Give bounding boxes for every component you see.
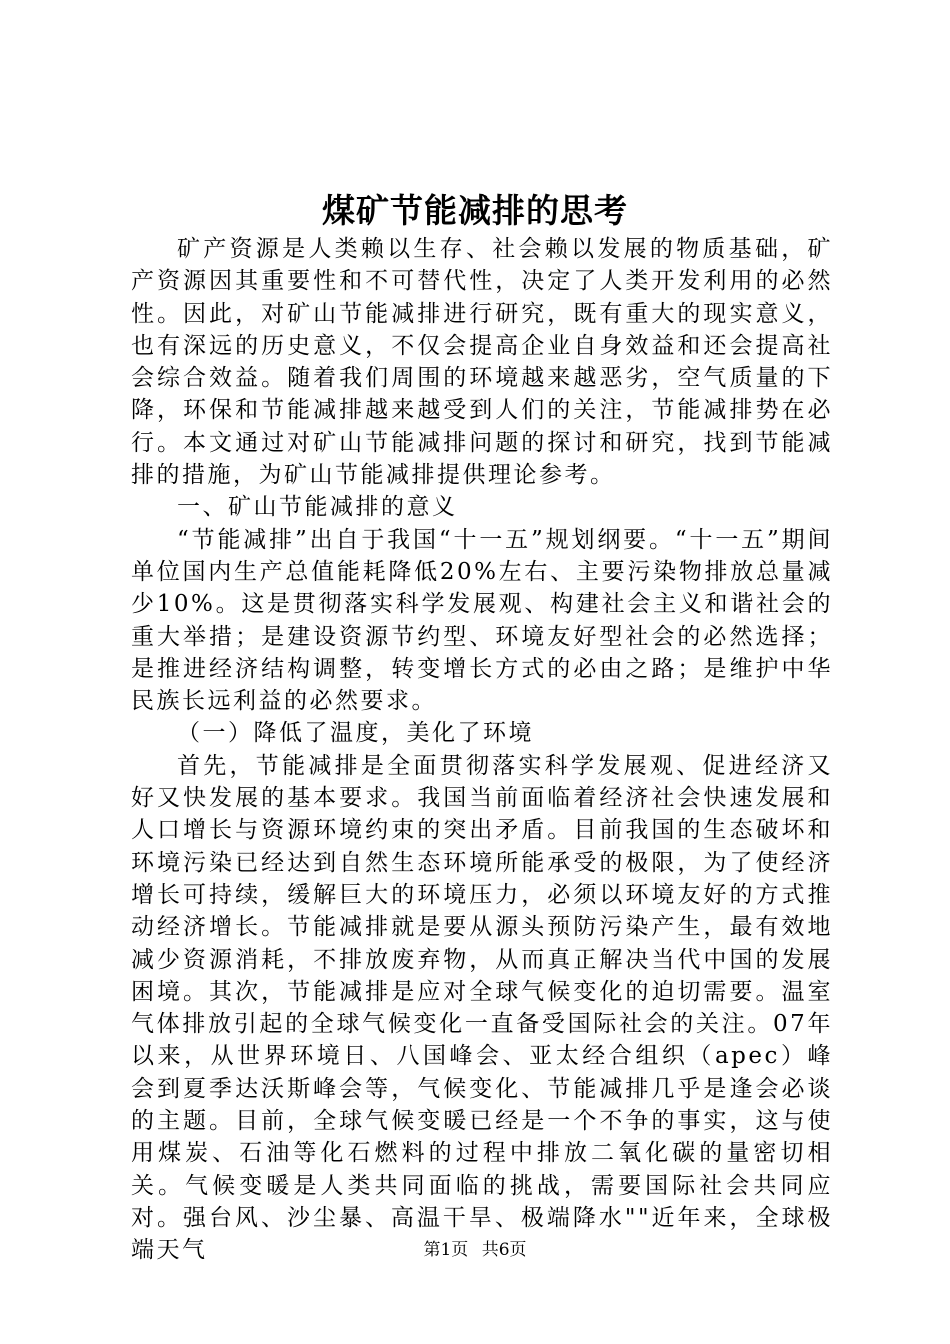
document-title: 煤矿节能减排的思考 — [322, 191, 628, 230]
section-paragraph: “节能减排”出自于我国“十一五”规划纲要。“十一五”期间单位国内生产总值能耗降低20%左右、主要污染物排放总量减少10%。这是贯彻落实科学发展观、构建社会主义和谐社会的重大举措；是建设资源节约型、环境友好型社会的必然选择；是推进经济结构调整，转变增长方式的必由之路；是维护中华民族长远利益的必然要求。 — [131, 526, 833, 715]
intro-paragraph: 矿产资源是人类赖以生存、社会赖以发展的物质基础，矿产资源因其重要性和不可替代性，决定了人类开发利用的必然性。因此，对矿山节能减排进行研究，既有重大的现实意义，也有深远的历史意义，不仅会提高企业自身效益和还会提高社会综合效益。随着我们周围的环境越来越恶劣，空气质量的下降，环保和节能减排越来越受到人们的关注，节能减排势在必行。本文通过对矿山节能减排问题的探讨和研究，找到节能减排的措施，为矿山节能减排提供理论参考。 — [131, 236, 833, 489]
subsection-paragraph: 首先，节能减排是全面贯彻落实科学发展观、促进经济又好又快发展的基本要求。我国当前面临着经济社会快速发展和人口增长与资源环境约束的突出矛盾。目前我国的生态破坏和环境污染已经达到自然生态环境所能承受的极限，为了使经济增长可持续，缓解巨大的环境压力，必须以环境友好的方式推动经济增长。节能减排就是要从源头预防污染产生，最有效地减少资源消耗，不排放废弃物，从而真正解决当代中国的发展困境。其次，节能减排是应对全球气候变化的迫切需要。温室气体排放引起的全球气候变化一直备受国际社会的关注。07年以来，从世界环境日、八国峰会、亚太经合组织（apec）峰会到夏季达沃斯峰会等，气候变化、节能减排几乎是逢会必谈的主题。目前，全球气候变暖已经是一个不争的事实，这与使用煤炭、石油等化石燃料的过程中排放二氧化碳的量密切相关。气候变暖是人类共同面临的挑战，需要国际社会共同应对。强台风、沙尘暴、高温干旱、极端降水""近年来，全球极端天气 — [131, 752, 833, 1264]
page-number: 第1页 — [423, 1240, 469, 1260]
subsection-heading: （一）降低了温度，美化了环境 — [177, 720, 534, 747]
document-body — [131, 233, 833, 1267]
page-total: 共6页 — [481, 1240, 527, 1260]
section-heading: 一、矿山节能减排的意义 — [177, 494, 458, 521]
page-footer — [0, 1238, 950, 1262]
